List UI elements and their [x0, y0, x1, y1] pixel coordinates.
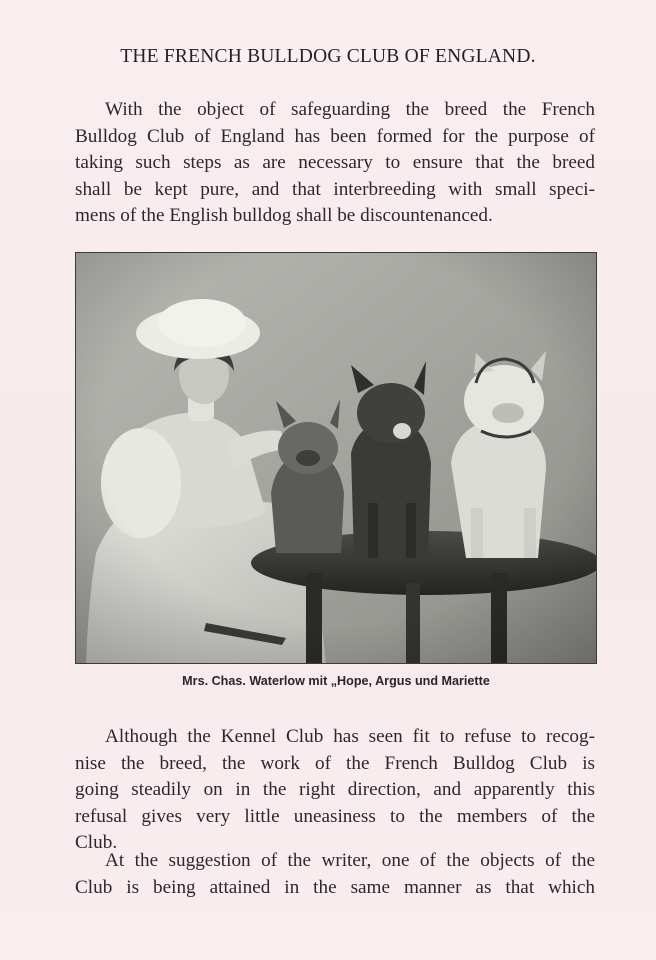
paragraph-intro — [75, 97, 595, 230]
text-line: refusal gives very little uneasiness to the members of the — [75, 805, 595, 827]
paragraph-suggestion — [75, 848, 595, 901]
photograph-woman-with-bulldogs — [75, 252, 597, 664]
text-line: going steadily on in the right direction, and apparently this — [75, 779, 595, 800]
photo-illustration — [76, 253, 597, 664]
text-line: Club. — [75, 832, 118, 853]
photo-caption: Mrs. Chas. Waterlow mit „Hope, Argus und Mariette — [182, 674, 490, 688]
text-line: mens of the English bulldog shall be discountenanced. — [75, 205, 493, 226]
text-line: Although the Kennel Club has seen fit to refuse to recog- — [105, 726, 595, 747]
text-line: At the suggestion of the writer, one of the objects of the — [105, 850, 595, 871]
text-line: With the object of safeguarding the breed the French — [105, 99, 595, 120]
text-line: Bulldog Club of England has been formed for the purpose of — [75, 125, 595, 147]
paragraph-kennel-club — [75, 724, 595, 857]
text-line: Club is being attained in the same manner as that which — [75, 876, 595, 898]
text-line: shall be kept pure, and that interbreeding with small speci- — [75, 178, 595, 200]
text-line: nise the breed, the work of the French Bulldog Club is — [75, 752, 595, 774]
photo-vignette — [76, 253, 597, 664]
page-title: THE FRENCH BULLDOG CLUB OF ENGLAND. — [120, 46, 536, 67]
text-line: taking such steps as are necessary to ensure that the breed — [75, 152, 595, 173]
